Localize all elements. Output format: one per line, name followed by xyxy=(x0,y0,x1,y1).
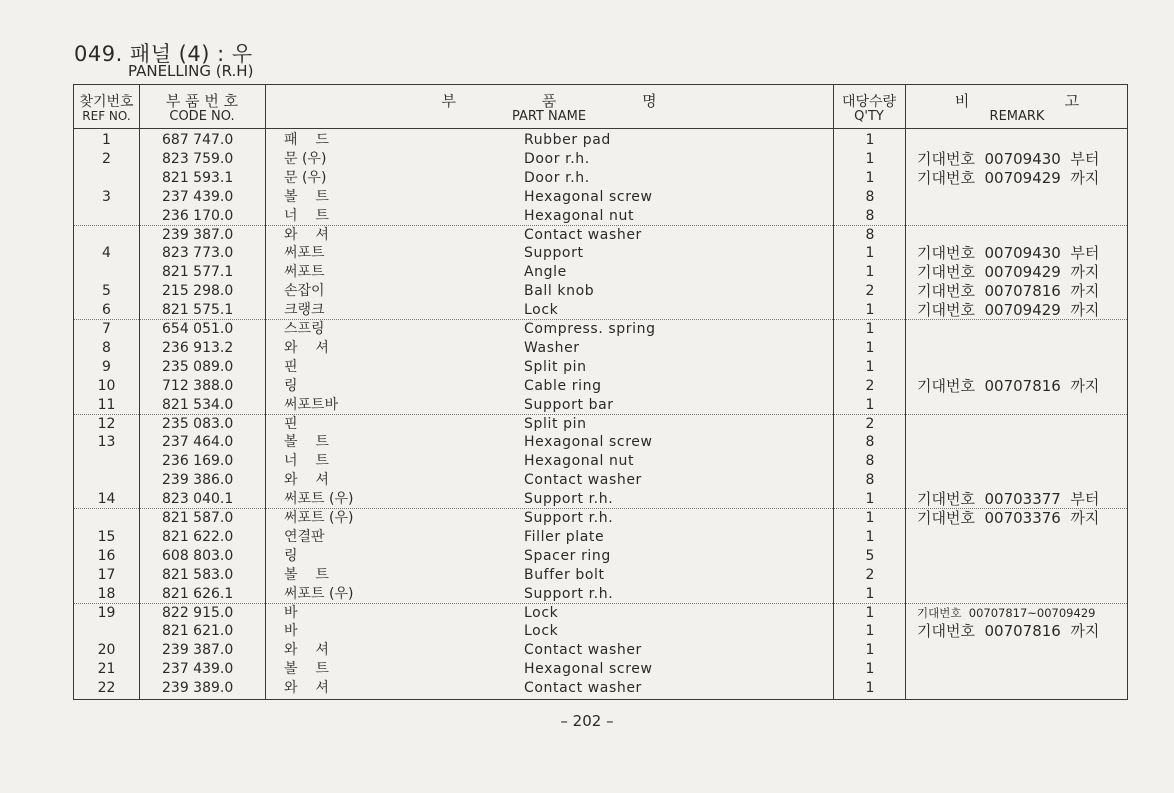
korean-name-cell: 와 셔 xyxy=(284,472,329,489)
page-number: – 202 – xyxy=(560,712,614,730)
part-name-cell: Split pin xyxy=(524,358,587,375)
table-row xyxy=(74,509,1127,528)
part-name-cell: Washer xyxy=(524,339,580,356)
code-cell: 237 439.0 xyxy=(162,661,234,678)
korean-name-cell: 핀 xyxy=(284,415,298,432)
table-row xyxy=(74,471,1127,490)
header-name-eng: PART NAME xyxy=(511,109,587,124)
part-name-cell: Support r.h. xyxy=(524,585,614,602)
header-name-kor: 부 품 명 xyxy=(441,92,657,110)
qty-cell: 1 xyxy=(865,661,875,678)
remark-cell: 기대번호 00703377 부터 xyxy=(917,490,1100,509)
group-divider xyxy=(74,603,1127,604)
part-name-cell: Hexagonal screw xyxy=(524,661,653,678)
part-name-cell: Compress. spring xyxy=(524,321,656,337)
header-code-eng: CODE NO. xyxy=(169,109,235,124)
header-ref-kor: 찾기번호 xyxy=(79,94,134,110)
group-divider xyxy=(74,319,1127,320)
part-name-cell: Support bar xyxy=(524,396,614,413)
ref-cell: 19 xyxy=(97,604,116,621)
korean-name-cell: 핀 xyxy=(284,358,298,375)
ref-cell: 18 xyxy=(97,585,116,602)
korean-name-cell: 볼 트 xyxy=(284,661,329,678)
korean-name-cell: 패 드 xyxy=(284,132,329,148)
ref-cell: 2 xyxy=(102,150,111,167)
table-row xyxy=(74,641,1127,660)
table-row xyxy=(74,660,1127,679)
qty-cell: 1 xyxy=(865,245,875,262)
qty-cell: 1 xyxy=(865,528,875,545)
table-row xyxy=(74,207,1127,226)
qty-cell: 1 xyxy=(865,358,875,375)
table-row xyxy=(74,566,1127,585)
qty-cell: 1 xyxy=(865,396,875,413)
qty-cell: 2 xyxy=(865,566,875,583)
part-name-cell: Hexagonal screw xyxy=(524,188,653,205)
part-name-cell: Contact washer xyxy=(524,680,642,697)
code-cell: 215 298.0 xyxy=(162,283,234,300)
part-name-cell: Lock xyxy=(524,604,559,621)
ref-cell: 6 xyxy=(102,302,111,319)
part-name-cell: Support xyxy=(524,245,584,262)
table-row xyxy=(74,528,1127,547)
code-cell: 821 577.1 xyxy=(162,264,234,281)
qty-cell: 5 xyxy=(865,547,875,564)
code-cell: 821 621.0 xyxy=(162,623,234,640)
remark-cell: 기대번호 00707816 까지 xyxy=(917,282,1100,301)
qty-cell: 8 xyxy=(865,188,875,205)
qty-cell: 8 xyxy=(865,434,875,451)
page-subtitle: PANELLING (R.H) xyxy=(128,62,254,80)
table-row xyxy=(74,622,1127,641)
qty-cell: 1 xyxy=(865,321,875,337)
code-cell: 237 439.0 xyxy=(162,188,234,205)
ref-cell: 14 xyxy=(97,491,116,508)
code-cell: 823 759.0 xyxy=(162,150,234,167)
group-divider xyxy=(74,414,1127,415)
korean-name-cell: 연결판 xyxy=(284,528,325,545)
part-name-cell: Rubber pad xyxy=(524,132,611,148)
qty-cell: 1 xyxy=(865,339,875,356)
part-name-cell: Split pin xyxy=(524,415,587,432)
korean-name-cell: 볼 트 xyxy=(284,188,329,205)
ref-cell: 21 xyxy=(97,661,116,678)
korean-name-cell: 너 트 xyxy=(284,453,329,470)
table-row xyxy=(74,244,1127,263)
ref-cell: 15 xyxy=(97,528,116,545)
qty-cell: 1 xyxy=(865,585,875,602)
ref-cell: 22 xyxy=(97,680,116,697)
qty-cell: 1 xyxy=(865,491,875,508)
code-cell: 687 747.0 xyxy=(162,132,234,148)
qty-cell: 8 xyxy=(865,453,875,470)
ref-cell: 4 xyxy=(102,245,111,262)
table-row xyxy=(74,301,1127,320)
qty-cell: 2 xyxy=(865,283,875,300)
part-name-cell: Door r.h. xyxy=(524,169,590,186)
code-cell: 236 169.0 xyxy=(162,453,234,470)
table-row xyxy=(74,433,1127,452)
ref-cell: 13 xyxy=(97,434,116,451)
table-row xyxy=(74,320,1127,339)
korean-name-cell: 바 xyxy=(284,604,298,621)
part-name-cell: Contact washer xyxy=(524,226,642,243)
ref-cell: 1 xyxy=(102,132,111,148)
header-remark-kor: 비 고 xyxy=(954,92,1080,110)
table-row xyxy=(74,188,1127,207)
korean-name-cell: 써포트 xyxy=(284,245,325,262)
ref-cell: 8 xyxy=(102,339,111,356)
qty-cell: 1 xyxy=(865,680,875,697)
ref-cell: 20 xyxy=(97,642,116,659)
table-row xyxy=(74,396,1127,415)
ref-cell: 11 xyxy=(97,396,116,413)
remark-cell: 기대번호 00709430 부터 xyxy=(917,244,1100,263)
qty-cell: 1 xyxy=(865,150,875,167)
part-name-cell: Door r.h. xyxy=(524,150,590,167)
code-cell: 235 089.0 xyxy=(162,358,234,375)
korean-name-cell: 스프링 xyxy=(284,321,325,337)
korean-name-cell: 써포트 (우) xyxy=(284,510,354,526)
ref-cell: 16 xyxy=(97,547,116,564)
code-cell: 236 913.2 xyxy=(162,339,234,356)
ref-cell: 10 xyxy=(97,377,116,394)
table-row xyxy=(74,604,1127,623)
table-row xyxy=(74,131,1127,150)
code-cell: 239 387.0 xyxy=(162,642,234,659)
korean-name-cell: 볼 트 xyxy=(284,434,329,451)
part-name-cell: Hexagonal nut xyxy=(524,453,635,470)
code-cell: 821 583.0 xyxy=(162,566,234,583)
code-cell: 239 387.0 xyxy=(162,226,234,243)
korean-name-cell: 와 셔 xyxy=(284,339,329,356)
code-cell: 821 587.0 xyxy=(162,510,234,526)
korean-name-cell: 써포트 (우) xyxy=(284,585,354,602)
table-row xyxy=(74,547,1127,566)
korean-name-cell: 써포트 (우) xyxy=(284,491,354,508)
remark-cell: 기대번호 00707817~00709429 xyxy=(917,605,1096,620)
parts-table xyxy=(73,84,1128,700)
qty-cell: 1 xyxy=(865,623,875,640)
qty-cell: 1 xyxy=(865,264,875,281)
table-row xyxy=(74,226,1127,245)
table-row xyxy=(74,585,1127,604)
qty-cell: 1 xyxy=(865,604,875,621)
korean-name-cell: 손잡이 xyxy=(284,283,325,300)
qty-cell: 8 xyxy=(865,472,875,489)
korean-name-cell: 와 셔 xyxy=(284,226,329,243)
ref-cell: 7 xyxy=(102,321,111,337)
code-cell: 237 464.0 xyxy=(162,434,234,451)
qty-cell: 1 xyxy=(865,132,875,148)
ref-cell: 17 xyxy=(97,566,116,583)
korean-name-cell: 바 xyxy=(284,623,298,640)
korean-name-cell: 문 (우) xyxy=(284,150,327,167)
code-cell: 821 593.1 xyxy=(162,169,234,186)
qty-cell: 8 xyxy=(865,207,875,224)
part-name-cell: Angle xyxy=(524,264,567,281)
korean-name-cell: 크랭크 xyxy=(284,302,325,319)
table-row xyxy=(74,263,1127,282)
remark-cell: 기대번호 00709429 까지 xyxy=(917,301,1100,320)
ref-cell: 5 xyxy=(102,283,111,300)
code-cell: 821 622.0 xyxy=(162,528,234,545)
korean-name-cell: 와 셔 xyxy=(284,680,329,697)
qty-cell: 2 xyxy=(865,415,875,432)
part-name-cell: Filler plate xyxy=(524,528,605,545)
qty-cell: 1 xyxy=(865,169,875,186)
page-title: 049. 패널 (4) : 우 xyxy=(74,42,253,66)
table-row xyxy=(74,169,1127,188)
table-row xyxy=(74,339,1127,358)
header-ref-eng: REF NO. xyxy=(82,109,131,123)
header-divider xyxy=(74,128,1127,129)
part-name-cell: Hexagonal screw xyxy=(524,434,653,451)
group-divider xyxy=(74,225,1127,226)
part-name-cell: Ball knob xyxy=(524,283,595,300)
qty-cell: 1 xyxy=(865,510,875,526)
qty-cell: 2 xyxy=(865,377,875,394)
header-qty-kor: 대당수량 xyxy=(841,94,897,110)
remark-cell: 기대번호 00703376 까지 xyxy=(917,509,1100,527)
header-qty-eng: Q'TY xyxy=(854,109,884,124)
part-name-cell: Buffer bolt xyxy=(524,566,605,583)
remark-cell: 기대번호 00707816 까지 xyxy=(917,622,1100,641)
code-cell: 822 915.0 xyxy=(162,604,234,621)
part-name-cell: Support r.h. xyxy=(524,510,614,526)
code-cell: 823 040.1 xyxy=(162,491,234,508)
qty-cell: 1 xyxy=(865,302,875,319)
code-cell: 821 534.0 xyxy=(162,396,234,413)
code-cell: 235 083.0 xyxy=(162,415,234,432)
ref-cell: 12 xyxy=(97,415,116,432)
part-name-cell: Support r.h. xyxy=(524,491,614,508)
code-cell: 712 388.0 xyxy=(162,377,234,394)
korean-name-cell: 링 xyxy=(284,377,298,394)
ref-cell: 3 xyxy=(102,188,111,205)
korean-name-cell: 볼 트 xyxy=(284,566,329,583)
table-row xyxy=(74,358,1127,377)
code-cell: 821 575.1 xyxy=(162,302,234,319)
korean-name-cell: 와 셔 xyxy=(284,642,329,659)
part-name-cell: Spacer ring xyxy=(524,547,611,564)
header-remark-eng: REMARK xyxy=(989,109,1045,124)
part-name-cell: Contact washer xyxy=(524,472,642,489)
korean-name-cell: 너 트 xyxy=(284,207,329,224)
part-name-cell: Hexagonal nut xyxy=(524,207,635,224)
table-row xyxy=(74,452,1127,471)
remark-cell: 기대번호 00709430 부터 xyxy=(917,149,1100,168)
code-cell: 654 051.0 xyxy=(162,321,234,337)
code-cell: 239 386.0 xyxy=(162,472,234,489)
part-name-cell: Contact washer xyxy=(524,642,642,659)
ref-cell: 9 xyxy=(102,358,111,375)
code-cell: 236 170.0 xyxy=(162,207,234,224)
table-row xyxy=(74,415,1127,434)
code-cell: 821 626.1 xyxy=(162,585,234,602)
qty-cell: 1 xyxy=(865,642,875,659)
remark-cell: 기대번호 00709429 까지 xyxy=(917,263,1100,282)
part-name-cell: Lock xyxy=(524,302,559,319)
table-row xyxy=(74,490,1127,509)
table-row xyxy=(74,282,1127,301)
qty-cell: 8 xyxy=(865,226,875,243)
table-row xyxy=(74,679,1127,698)
korean-name-cell: 써포트바 xyxy=(284,396,339,413)
korean-name-cell: 문 (우) xyxy=(284,169,327,186)
remark-cell: 기대번호 00709429 까지 xyxy=(917,168,1100,187)
table-row xyxy=(74,377,1127,396)
part-name-cell: Lock xyxy=(524,623,559,640)
remark-cell: 기대번호 00707816 까지 xyxy=(917,376,1100,395)
part-name-cell: Cable ring xyxy=(524,377,602,394)
header-code-kor: 부 품 번 호 xyxy=(165,92,239,110)
korean-name-cell: 써포트 xyxy=(284,264,325,281)
table-row xyxy=(74,150,1127,169)
korean-name-cell: 링 xyxy=(284,547,298,564)
code-cell: 823 773.0 xyxy=(162,245,234,262)
code-cell: 608 803.0 xyxy=(162,547,234,564)
code-cell: 239 389.0 xyxy=(162,680,234,697)
group-divider xyxy=(74,508,1127,509)
